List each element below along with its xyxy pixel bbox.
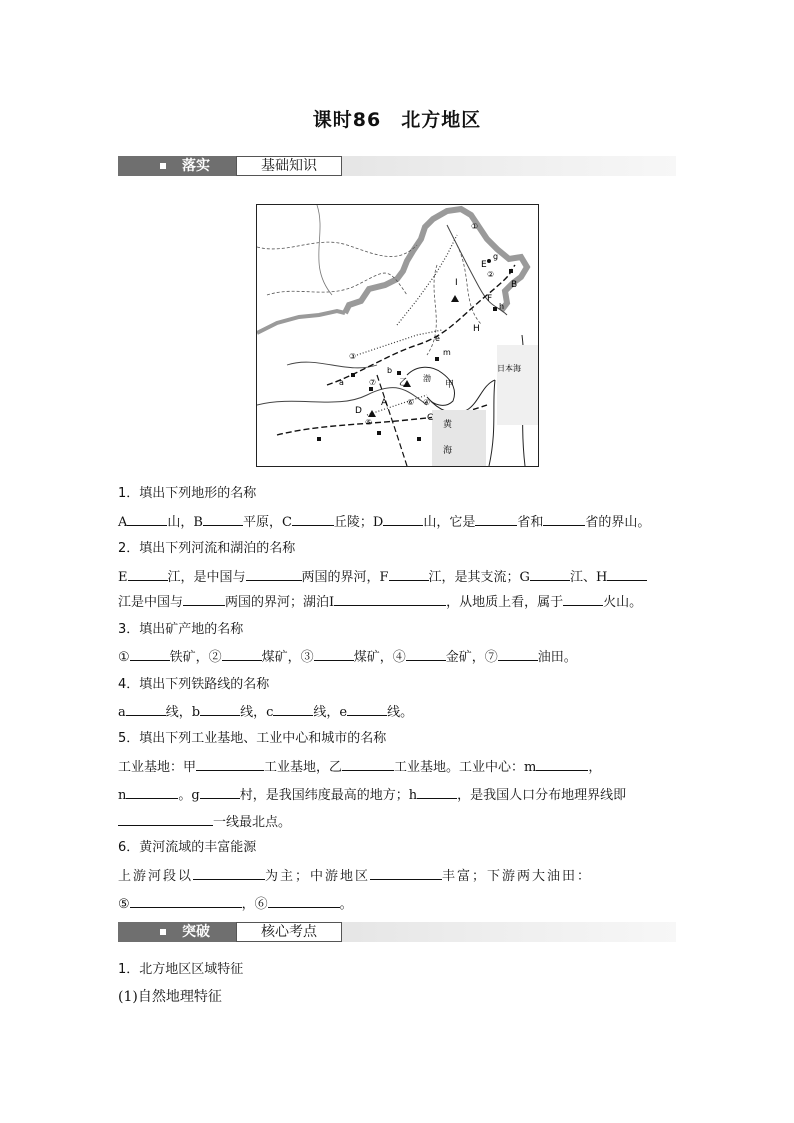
blank[interactable] [268,894,340,908]
blank[interactable] [196,757,264,771]
question-2-line-1: E 江，是中国与 两国的界河，F 江，是其支流；G 江、H [118,567,678,587]
blank[interactable] [370,866,442,880]
blank[interactable] [530,567,570,581]
question-3-heading: 3．填出矿产地的名称 [118,622,244,637]
blank[interactable] [383,512,423,526]
question-5-heading: 5．填出下列工业基地、工业中心和城市的名称 [118,731,387,746]
part-1-heading: 1．北方地区区域特征 [118,962,244,977]
section-tag-label: 突破 [182,924,210,940]
question-4-line: a 线，b 线，c 线，e 线。 [118,702,678,722]
section-subtitle: 基础知识 [236,156,342,176]
section-tag [118,156,236,176]
section-tag [118,922,236,942]
section-subtitle: 核心考点 [236,922,342,942]
map-label-e: e [435,334,440,343]
blank[interactable] [203,512,243,526]
blank[interactable] [246,567,302,581]
question-6-line-2: ⑤ ，⑥ 。 [118,894,678,914]
national-border [345,209,527,313]
blank[interactable] [118,812,213,826]
square-icon [160,929,166,935]
map-label-I: I [455,278,458,288]
blank[interactable] [200,702,240,716]
blank[interactable] [292,512,334,526]
question-5-line-1: 工业基地：甲 工业基地，乙 工业基地。工业中心：m ， [118,757,678,777]
map-label-sea-of-japan: 日本海 [497,364,521,373]
map-label-b: b [387,366,393,375]
blank[interactable] [475,512,517,526]
blank[interactable] [389,567,429,581]
blank[interactable] [342,757,394,771]
map-label-5: ⑤ [365,418,373,427]
blank[interactable] [543,512,585,526]
map-label-g: g [493,252,499,261]
north-china-map [256,204,539,467]
question-6-line-1: 上游河段以 为主；中游地区 丰富；下游两大油田： [118,866,678,886]
question-6-heading: 6．黄河流域的丰富能源 [118,840,257,855]
blank[interactable] [130,647,170,661]
blank[interactable] [536,757,588,771]
blank[interactable] [126,702,166,716]
map-label-yi: 乙 [399,378,409,388]
blank[interactable] [334,592,446,606]
map-label-3: ③ [349,352,357,361]
map-label-A: A [381,398,388,408]
map-label-hai: 海 [443,446,453,456]
question-1-heading: 1．填出下列地形的名称 [118,486,257,501]
map-label-jia: 甲 [445,380,455,390]
question-5-line-3: 一线最北点。 [118,812,678,832]
blank[interactable] [128,567,168,581]
square-icon [160,163,166,169]
map-label-F: F [487,294,493,304]
question-2-heading: 2．填出下列河流和湖泊的名称 [118,541,296,556]
map-label-B: B [511,280,518,290]
map-label-2: ② [487,270,495,279]
map-label-bohai: 渤 [423,374,431,383]
blank[interactable] [183,592,225,606]
blank[interactable] [563,592,603,606]
map-label-7: ⑦ [369,378,377,387]
map-label-4: ④ [423,398,431,407]
map-label-H: H [473,324,480,334]
blank[interactable] [314,647,354,661]
blank[interactable] [406,647,446,661]
blank[interactable] [193,866,265,880]
blank[interactable] [130,894,242,908]
map-label-h: h [499,302,505,311]
map-label-a: a [339,378,344,387]
map-label-E: E [481,260,487,270]
question-3-line: ① 铁矿，② 煤矿，③ 煤矿，④ 金矿，⑦ 油田。 [118,647,678,667]
question-5-line-2: n 。g 村，是我国纬度最高的地方；h ，是我国人口分布地理界线即 [118,785,678,805]
question-4-heading: 4．填出下列铁路线的名称 [118,677,270,692]
part-1-subheading: (1)自然地理特征 [118,989,222,1005]
blank[interactable] [200,785,240,799]
blank[interactable] [273,702,313,716]
map-label-C: C [427,413,434,423]
map-label-6: ⑥ [407,398,415,407]
map-label-m: m [443,348,451,357]
blank[interactable] [127,512,167,526]
question-2-line-2: 江是中国与 两国的界河；湖泊I ，从地质上看，属于 火山。 [118,592,678,612]
blank[interactable] [347,702,387,716]
blank[interactable] [607,567,647,581]
blank[interactable] [222,647,262,661]
blank[interactable] [126,785,178,799]
section-header-basics [118,156,676,176]
question-1-line: A 山，B 平原，C 丘陵；D 山，它是 省和 省的界山。 [118,512,678,532]
map-label-D: D [355,406,362,416]
section-header-core [118,922,676,942]
section-tag-label: 落实 [182,158,210,174]
map-label-1: ① [471,222,479,231]
map-label-huang: 黄 [443,420,453,430]
blank[interactable] [498,647,538,661]
blank[interactable] [417,785,457,799]
page-title: 课时86 北方地区 [312,109,482,131]
